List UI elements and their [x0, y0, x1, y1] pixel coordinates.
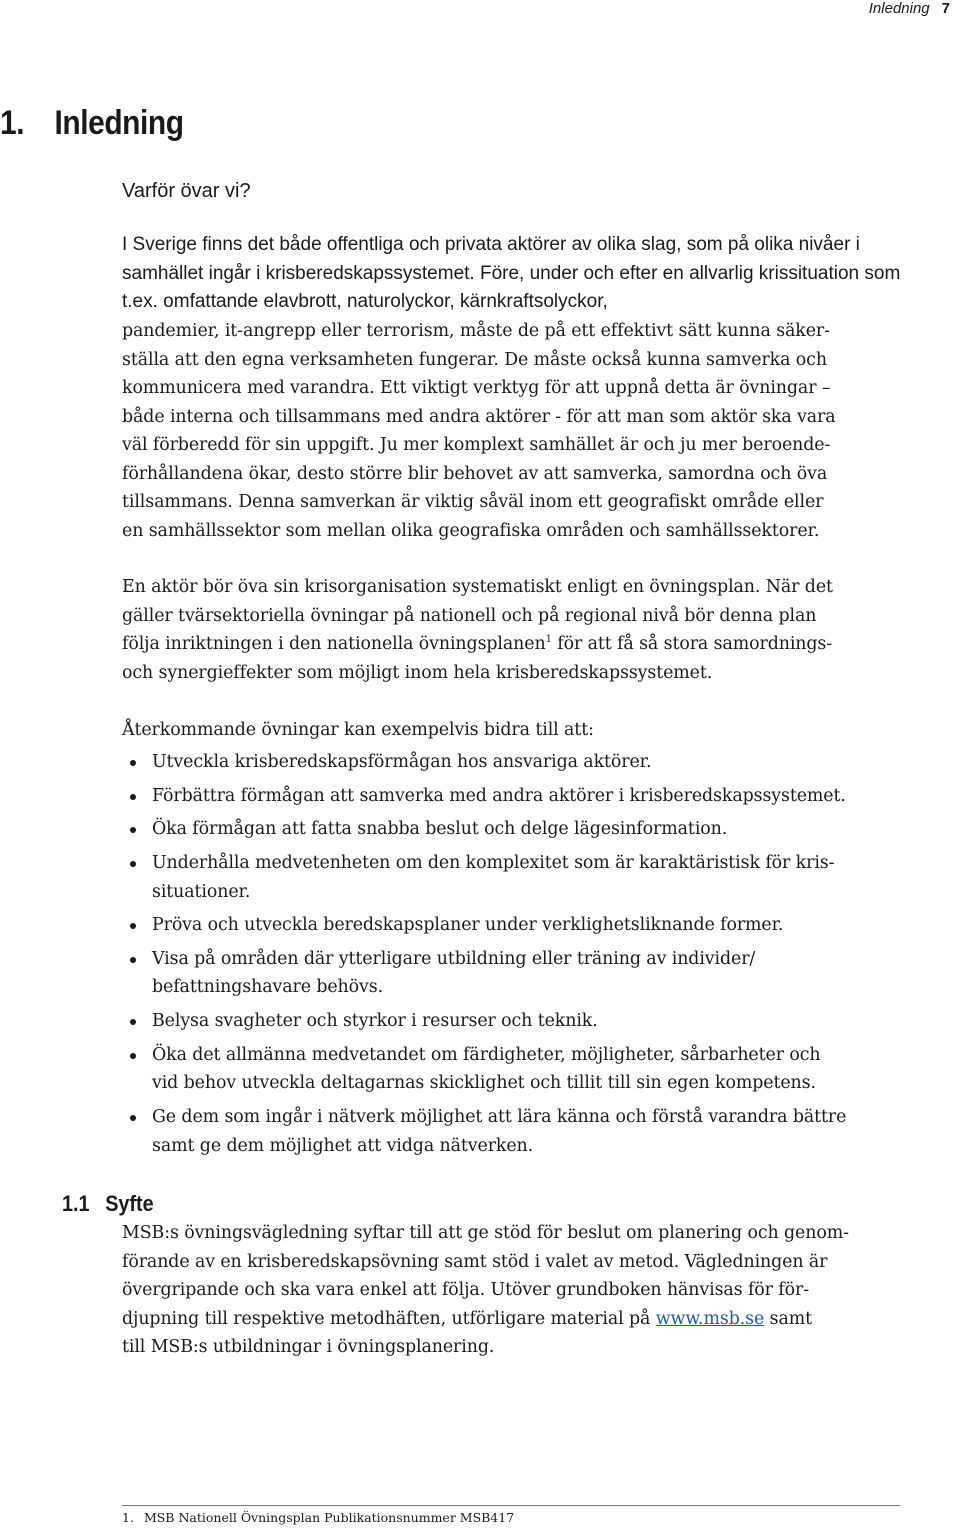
- page-number: 7: [941, 0, 950, 17]
- paragraph-line: pandemier, it-angrepp eller terrorism, måste de på ett effektivt sätt kunna säker-: [122, 321, 830, 341]
- paragraph-line: gäller tvärsektoriella övningar på nationell och på regional nivå bör denna plan: [122, 605, 817, 626]
- paragraph-text: för att få så stora samordnings-: [551, 634, 833, 654]
- list-item-text: Belysa svagheter och styrkor i resurser och teknik.: [152, 1011, 598, 1032]
- running-header: [869, 0, 950, 18]
- paragraph-line: övergripande och ska vara enkel att följa. Utöver grundboken hänvisas för för-: [122, 1280, 809, 1300]
- list-item: [122, 1041, 846, 1098]
- paragraph-line: en samhällssektor som mellan olika geografiska områden och samhällssektorer.: [122, 520, 820, 541]
- paragraph-line: förhållandena ökar, desto större blir behovet av att samverka, samordna och öva: [122, 463, 828, 484]
- list-item-text: Förbättra förmågan att samverka med andra aktörer i krisberedskapssystemet.: [152, 785, 846, 806]
- list-item-text: Ge dem som ingår i nätverk möjlighet att lära känna och förstå varandra bättre: [152, 1107, 847, 1127]
- list-item: [122, 1103, 846, 1160]
- intro-paragraph: I Sverige finns det både offentliga och privata aktörer av olika slag, som på olika nivåer i samhället ingår i krisberedskapssystemet. Före, under och efter en allvarlig krissituation som t.ex. omfattande elavbrott, naturolyckor, kärnkraftsolyckor,: [122, 234, 901, 312]
- list-item-text: Öka det allmänna medvetandet om färdigheter, möjligheter, sårbarheter och: [152, 1044, 821, 1065]
- footnote-divider: [122, 1505, 900, 1506]
- list-item-text: Visa på områden där ytterligare utbildning eller träning av individer/: [152, 948, 756, 969]
- section-heading: [62, 1189, 154, 1219]
- paragraph-text: djupning till respektive metodhäften, utförligare material på: [122, 1308, 656, 1329]
- paragraph-line: och synergieffekter som möjligt inom hela krisberedskapssystemet.: [122, 662, 713, 683]
- paragraph-line: MSB:s övningsvägledning syftar till att ge stöd för beslut om planering och genom-: [122, 1223, 849, 1243]
- paragraph-line: tillsammans. Denna samverkan är viktig såväl inom ett geografiskt område eller: [122, 492, 824, 512]
- list-item-text: vid behov utveckla deltagarnas skicklighet och tillit till sin egen kompetens.: [152, 1073, 816, 1094]
- list-item-text: Utveckla krisberedskapsförmågan hos ansvariga aktörer.: [152, 752, 652, 772]
- list-item: [122, 849, 846, 906]
- paragraph-line: till MSB:s utbildningar i övningsplanering.: [122, 1337, 495, 1357]
- paragraph-text: samt: [764, 1308, 812, 1329]
- footnote-text: MSB Nationell Övningsplan Publikationsnummer MSB417: [143, 1510, 515, 1525]
- list-item: [122, 911, 846, 940]
- running-header-title: Inledning: [868, 0, 930, 17]
- paragraph-line: ställa att den egna verksamheten fungerar. De måste också kunna samverka och: [122, 349, 827, 370]
- list-item-text: befattningshavare behövs.: [152, 977, 383, 998]
- lead-question: Varför övar vi?: [122, 180, 251, 202]
- benefits-list: [122, 748, 846, 1165]
- paragraph-line: både interna och tillsammans med andra aktörer - för att man som aktör ska vara: [122, 406, 836, 427]
- chapter-number: 1.: [0, 104, 25, 142]
- paragraph-text: följa inriktningen i den nationella övningsplanen: [122, 634, 546, 654]
- list-item-text: Underhålla medvetenheten om den komplexitet som är karaktäristisk för kris-: [152, 853, 835, 874]
- list-item: [122, 815, 846, 844]
- chapter-title: [0, 101, 184, 145]
- footnote-reference[interactable]: 1: [545, 634, 552, 645]
- list-item-text: Pröva och utveckla beredskapsplaner under verklighetsliknande former.: [152, 915, 784, 936]
- paragraph-2: [122, 573, 912, 687]
- msb-website-link[interactable]: www.msb.se: [655, 1308, 765, 1329]
- list-item-text: situationer.: [152, 881, 251, 902]
- paragraph-line: kommunicera med varandra. Ett viktigt verktyg för att uppnå detta är övningar –: [122, 378, 831, 398]
- footnote: [122, 1509, 514, 1527]
- section-title: Syfte: [105, 1191, 154, 1216]
- footnote-number: 1.: [122, 1510, 134, 1525]
- section-number: 1.1: [62, 1191, 90, 1216]
- paragraph-line: En aktör bör öva sin krisorganisation systematiskt enligt en övningsplan. När det: [122, 577, 833, 597]
- paragraph-line: väl förberedd för sin uppgift. Ju mer komplext samhället är och ju mer beroende-: [122, 435, 831, 455]
- paragraph-line: förande av en krisberedskapsövning samt stöd i valet av metod. Vägledningen är: [122, 1251, 828, 1272]
- paragraph-line: [122, 1305, 912, 1334]
- paragraph-line: [122, 630, 912, 659]
- list-item: [122, 1007, 846, 1036]
- section-paragraph: [122, 1219, 912, 1362]
- list-item-text: samt ge dem möjlighet att vidga nätverken.: [152, 1135, 534, 1156]
- list-item-text: Öka förmågan att fatta snabba beslut och delge lägesinformation.: [152, 819, 728, 840]
- list-item: [122, 945, 846, 1002]
- paragraph-1: [122, 317, 912, 545]
- chapter-title-text: Inledning: [54, 104, 184, 142]
- list-intro: Återkommande övningar kan exempelvis bidra till att:: [122, 720, 594, 740]
- list-item: [122, 748, 846, 777]
- list-item: [122, 782, 846, 811]
